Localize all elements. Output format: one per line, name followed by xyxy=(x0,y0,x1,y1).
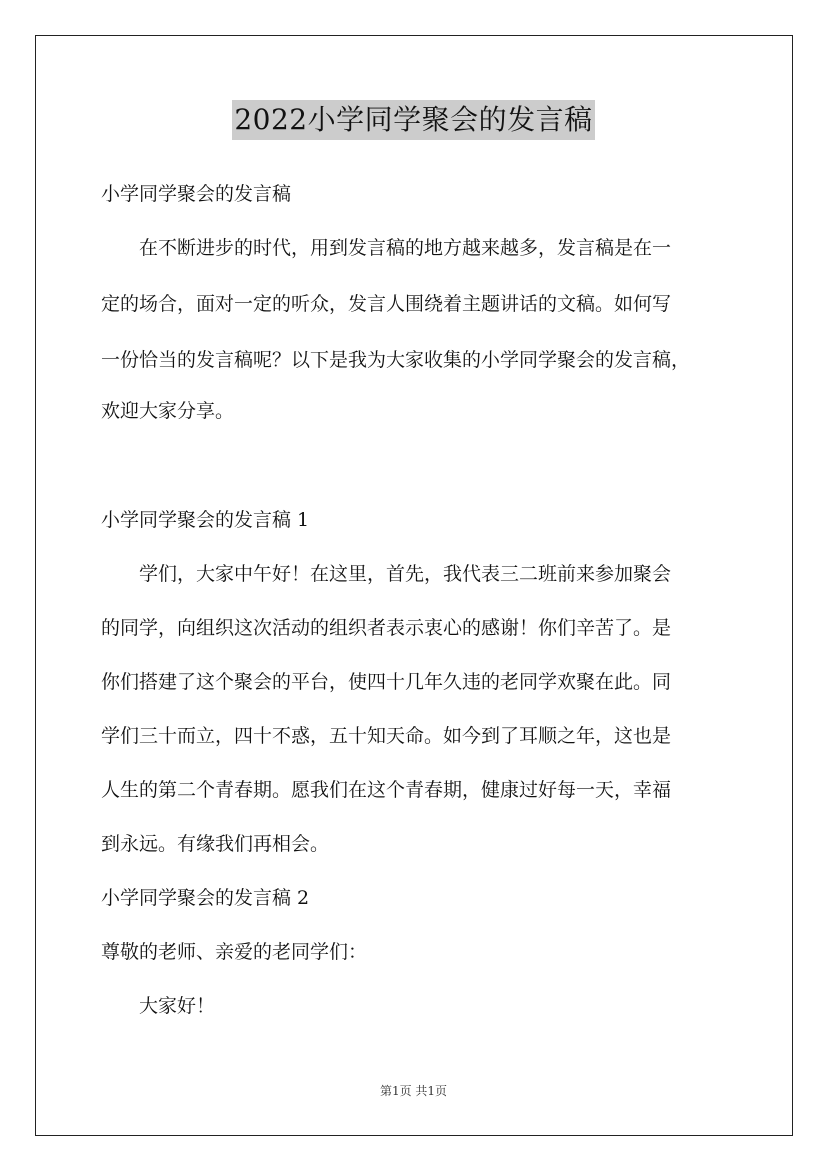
title-container xyxy=(0,100,827,140)
paragraph-line: 的同学，向组织这次活动的组织者表示衷心的感谢！你们辛苦了。是 xyxy=(101,617,672,639)
paragraph-line: 人生的第二个青春期。愿我们在这个青春期，健康过好每一天，幸福 xyxy=(101,779,672,801)
intro-line: 在不断进步的时代，用到发言稿的地方越来越多，发言稿是在一 xyxy=(139,237,672,259)
document-title: 2022小学同学聚会的发言稿 xyxy=(232,100,594,140)
greeting: 大家好！ xyxy=(139,995,216,1017)
salutation: 尊敬的老师、亲爱的老同学们： xyxy=(101,941,368,963)
subtitle: 小学同学聚会的发言稿 xyxy=(101,183,292,205)
paragraph-line: 你们搭建了这个聚会的平台，使四十几年久违的老同学欢聚在此。同 xyxy=(101,671,672,693)
page-footer: 第1页 共1页 xyxy=(379,1084,448,1098)
intro-line: 一份恰当的发言稿呢？以下是我为大家收集的小学同学聚会的发言稿， xyxy=(101,349,691,371)
paragraph-line: 学们三十而立，四十不惑，五十知天命。如今到了耳顺之年，这也是 xyxy=(101,725,672,747)
paragraph-line: 到永远。有缘我们再相会。 xyxy=(101,833,330,855)
section-heading: 小学同学聚会的发言稿 1 xyxy=(101,509,310,531)
intro-line: 欢迎大家分享。 xyxy=(101,400,235,422)
paragraph-line: 学们，大家中午好！在这里，首先，我代表三二班前来参加聚会 xyxy=(139,563,672,585)
section-heading: 小学同学聚会的发言稿 2 xyxy=(101,887,310,909)
intro-line: 定的场合，面对一定的听众，发言人围绕着主题讲话的文稿。如何写 xyxy=(101,293,672,315)
